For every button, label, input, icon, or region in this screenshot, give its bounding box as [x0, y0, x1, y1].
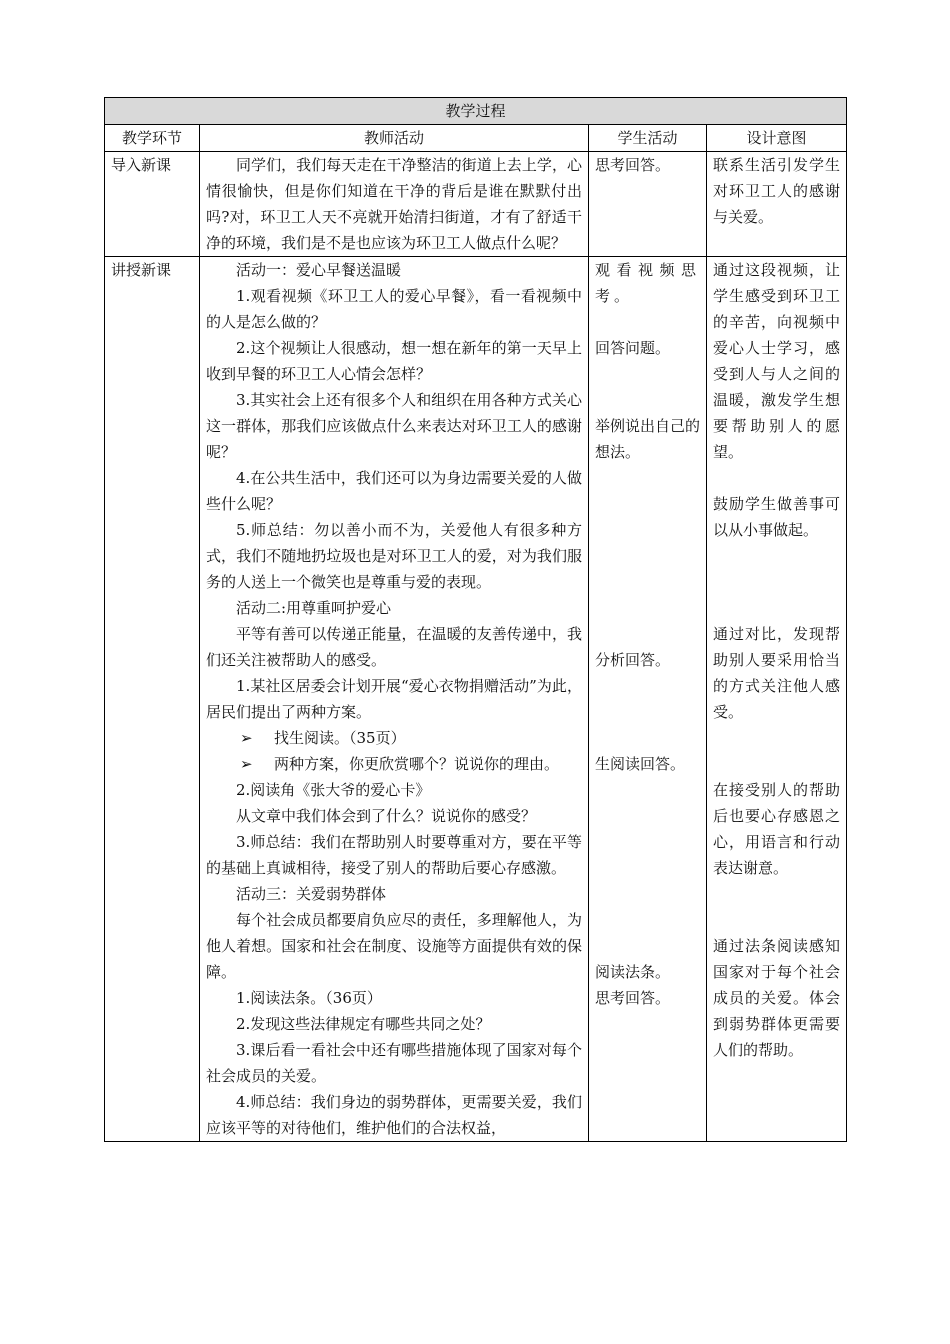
- intent-comparison: 通过对比，发现帮助别人要采用恰当的方式关注他人感受。: [713, 625, 841, 721]
- header-teacher-activity: 教师活动: [200, 125, 589, 152]
- table-title: 教学过程: [105, 98, 847, 125]
- teacher-activity-intro: [200, 152, 589, 257]
- activity-1-step-3: 3.其实社会上还有很多个人和组织在用各种方式关心这一群体，那我们应该做点什么来表达对环卫工人的感谢呢？: [206, 391, 582, 461]
- student-answer-questions: 回答问题。: [595, 339, 671, 357]
- activity-3-title: 活动三：关爱弱势群体: [236, 885, 387, 903]
- bullet-text: 找生阅读。（35页）: [274, 729, 406, 747]
- activity-3-step-2: 2.发现这些法律规定有哪些共同之处？: [236, 1015, 491, 1033]
- activity-2-summary: 3.师总结：我们在帮助别人时要尊重对方，要在平等的基础上真诚相待，接受了别人的帮助后要心存感激。: [206, 833, 582, 877]
- arrow-bullet-icon: ➢: [240, 729, 253, 747]
- student-activity-new-lesson: [589, 257, 707, 1142]
- intro-paragraph: 同学们，我们每天走在干净整洁的街道上去上学，心情很愉快，但是你们知道在干净的背后是谁在默默付出吗?对，环卫工人天不亮就开始清扫街道，才有了舒适干净的环境，我们是不是也应该为环卫工人做点什么呢？: [206, 156, 582, 252]
- student-think-answer: 思考回答。: [595, 989, 671, 1007]
- activity-1-step-4: 4.在公共生活中，我们还可以为身边需要关爱的人做些什么呢？: [206, 469, 582, 513]
- activity-2-step-1: 1.某社区居委会计划开展“爱心衣物捐赠活动”为此，居民们提出了两种方案。: [206, 677, 582, 721]
- student-read-law: 阅读法条。: [595, 963, 671, 981]
- stage-new-lesson: 讲授新课: [105, 257, 200, 1142]
- intent-video: 通过这段视频，让学生感受到环卫工的辛苦，向视频中爱心人士学习，感受到人与人之间的温暖，激发学生想要帮助别人的愿望。: [713, 261, 841, 461]
- activity-1-summary: 5.师总结：勿以善小而不为，关爱他人有很多种方式，我们不随地扔垃圾也是对环卫工人的爱，对为我们服务的人送上一个微笑也是尊重与爱的表现。: [206, 521, 582, 591]
- student-give-examples: 举例说出自己的想法。: [595, 417, 701, 461]
- student-analyze-answer: 分析回答。: [595, 651, 671, 669]
- stage-intro: 导入新课: [105, 152, 200, 257]
- design-intent-intro: 联系生活引发学生对环卫工人的感谢与关爱。: [707, 152, 847, 257]
- activity-2-intro: 平等有善可以传递正能量，在温暖的友善传递中，我们还关注被帮助人的感受。: [206, 625, 582, 669]
- activity-1-step-2: 2.这个视频让人很感动，想一想在新年的第一天早上收到早餐的环卫工人心情会怎样？: [206, 339, 582, 383]
- activity-2-title: 活动二:用尊重呵护爱心: [236, 599, 392, 617]
- intent-gratitude: 在接受别人的帮助后也要心存感恩之心，用语言和行动表达谢意。: [713, 781, 841, 877]
- activity-3-step-3: 3.课后看一看社会中还有哪些措施体现了国家对每个社会成员的关爱。: [206, 1041, 582, 1085]
- activity-1-step-1: 1.观看视频《环卫工人的爱心早餐》，看一看视频中的人是怎么做的？: [206, 287, 582, 331]
- student-activity-intro: 思考回答。: [589, 152, 707, 257]
- teaching-process-table: [104, 97, 847, 1142]
- arrow-bullet-icon: ➢: [240, 755, 253, 773]
- activity-3-intro: 每个社会成员都要肩负应尽的责任，多理解他人，为他人着想。国家和社会在制度、设施等方面提供有效的保障。: [206, 911, 582, 981]
- table-row-intro: [105, 152, 847, 257]
- activity-2-step-2: 2.阅读角《张大爷的爱心卡》: [236, 781, 431, 799]
- list-item: [206, 751, 582, 777]
- teacher-activity-new-lesson: [200, 257, 589, 1142]
- list-item: [206, 725, 582, 751]
- design-intent-new-lesson: [707, 257, 847, 1142]
- header-design-intent: 设计意图: [707, 125, 847, 152]
- activity-3-summary: 4.师总结：我们身边的弱势群体，更需要关爱，我们应该平等的对待他们，维护他们的合法权益，: [206, 1093, 582, 1137]
- intent-law-reading: 通过法条阅读感知国家对于每个社会成员的关爱。体会到弱势群体更需要人们的帮助。: [713, 937, 841, 1059]
- activity-3-step-1: 1.阅读法条。（36页）: [236, 989, 382, 1007]
- student-read-answer: 生阅读回答。: [595, 755, 686, 773]
- intent-small-deeds: 鼓励学生做善事可以从小事做起。: [713, 495, 841, 539]
- activity-2-question: 从文章中我们体会到了什么？说说你的感受？: [236, 807, 537, 825]
- student-watch-video: 观看视频思考。: [595, 261, 700, 305]
- activity-1-title: 活动一：爱心早餐送温暖: [236, 261, 402, 279]
- header-stage: 教学环节: [105, 125, 200, 152]
- header-student-activity: 学生活动: [589, 125, 707, 152]
- bullet-text: 两种方案，你更欣赏哪个？说说你的理由。: [274, 755, 560, 773]
- table-row-new-lesson: [105, 257, 847, 1142]
